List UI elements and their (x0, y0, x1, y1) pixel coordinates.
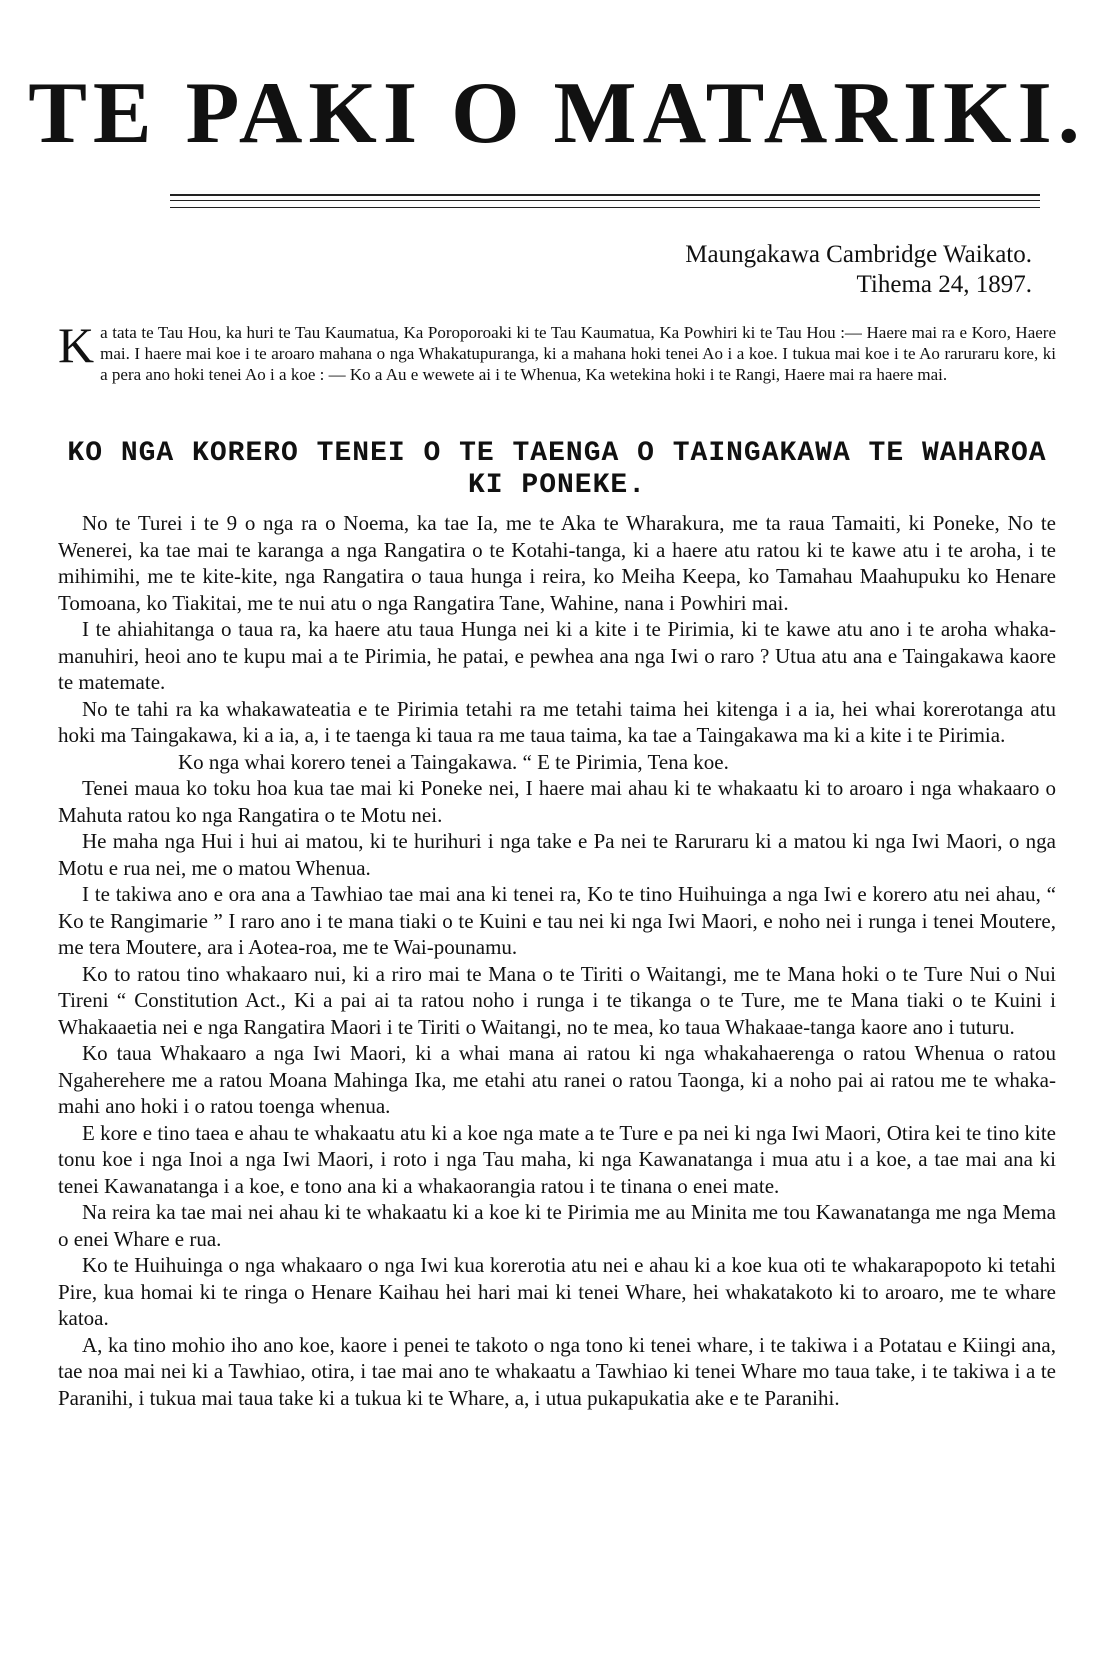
article-paragraph: E kore e tino taea e ahau te whakaatu atu ki a koe nga mate a te Ture e pa nei ki nga Iwi Maori, Otira kei te tino kite tonu koe i nga Inoi a nga Iwi Maori, i roto i nga Tau maha, ki nga Kawanatanga i mua atu i a koe, a tae mai ana ki tenei Kawanatanga i a koe, e tono ana ki a whakaorangia ratou i te tinana o enei mate. (58, 1120, 1056, 1198)
article-paragraph: I te takiwa ano e ora ana a Tawhiao tae mai ana ki tenei ra, Ko te tino Huihuinga a nga Iwi e korero atu nei ahau, “ Ko te Rangimarie ” I raro ano i te mana tiaki o te Kuini e tau nei ki nga Iwi Maori, e noho nei i runga i tenei Moutere, me tera Moutere, ara i Aotea-roa, me te Wai-pounamu. (58, 882, 1056, 959)
article-paragraph: He maha nga Hui i hui ai matou, ki te hurihuri i nga take e Pa nei te Raruraru ki a matou ki nga Iwi Maori, o nga Motu e rua nei, me o matou Whenua. (58, 829, 1056, 880)
greeting-text: a tata te Tau Hou, ka huri te Tau Kaumatua, Ka Poroporoaki ki te Tau Kaumatua, Ka Powhiri ki te Tau Hou :— Haere mai ra e Koro, Haere mai. I haere mai koe i te aroaro mahana o nga Whakatupuranga, ki a mahana hoki tenei Ao i a koe. I tukua mai koe i te Ao raruraru kore, ki a pera ano hoki tenei Ao i a koe : — Ko a Au e wewete ai i te Whenua, Ka wetekina hoki i te Rangi, Haere mai ra haere mai. (100, 323, 1056, 384)
article-headline: KO NGA KORERO TENEI O TE TAENGA O TAINGAKAWA TE WAHAROA KI PONEKE. (67, 438, 1047, 501)
article-paragraph: No te Turei i te 9 o nga ra o Noema, ka tae Ia, me te Aka te Wharakura, me ta raua Tamaiti, ki Poneke, No te Wenerei, ka tae mai te karanga a nga Rangatira o te Kotahi-tanga, ki a haere atu ratou ki te kawe atu i te aroha, i te mihimihi, me te kite-kite, nga Rangatira o taua hunga i reira, ko Meiha Keepa, ko Tamahau Maahupuku ko Henare Tomoana, ko Tiakitai, me te nui atu o nga Rangatira Tane, Wahine, nana i Powhiri mai. (58, 511, 1056, 615)
article-paragraph: Na reira ka tae mai nei ahau ki te whakaatu ki a koe ki te Pirimia me au Minita me tou Kawanatanga me nga Mema o enei Whare e rua. (58, 1200, 1056, 1251)
dateline (685, 240, 1032, 300)
article-paragraph: Ko to ratou tino whakaaro nui, ki a riro mai te Mana o te Tiriti o Waitangi, me te Mana hoki o te Ture Nui o Nui Tireni “ Constitution Act., Ki a pai ai ta ratou noho i runga i te tikanga o te Ture, me te Mana tiaki o te Kuini i Whakaaetia nei e nga Rangatira Maori i te Tiriti o Waitangi, no te mea, ko taua Whakaae-tanga kaore ano i tuturu. (58, 961, 1056, 1039)
masthead-title: TE PAKI O MATARIKI. (28, 65, 1086, 162)
dateline-place: Maungakawa Cambridge Waikato. (685, 241, 1032, 268)
masthead-rule (170, 194, 1040, 196)
article-body (58, 510, 1056, 1411)
article-paragraph: A, ka tino mohio iho ano koe, kaore i penei te takoto o nga tono ki tenei whare, i te takiwa i a Potatau e Kiingi ana, tae noa mai nei ki a Tawhiao, otira, i tae mai ano te whakaatu a Tawhiao ki tenei Whare mo taua take, i te takiwa i a te Paranihi, i tukua mai taua take ki a tukua ki te Whare, a, i utua pukapukatia ake e te Paranihi. (58, 1332, 1056, 1410)
article-paragraph: I te ahiahitanga o taua ra, ka haere atu taua Hunga nei ki a kite i te Pirimia, ki te kawe atu ano i te aroha whaka-manuhiri, heoi ano te kupu mai a te Pirimia, he patai, e pewhea ana nga Iwi o raro ? Utua atu ana e Taingakawa kaore te matemate. (58, 617, 1056, 694)
dateline-date: Tihema 24, 1897. (856, 271, 1032, 298)
new-year-greeting (58, 317, 1056, 385)
article-paragraph: Ko taua Whakaaro a nga Iwi Maori, ki a whai mana ai ratou ki nga whakahaerenga o ratou Whenua o ratou Ngaherehere me a ratou Moana Mahinga Ika, me etahi atu ranei o ratou Taonga, ki a noho pai ai ratou me te whaka-mahi ano hoki i o ratou toenga whenua. (58, 1041, 1056, 1118)
article-paragraph: No te tahi ra ka whakawateatia e te Pirimia tetahi ra me tetahi taima hei kitenga i a ia, hei whai korerotanga atu hoki ma Taingakawa, ki a ia, a, i te taenga ki taua ra me taua taima, ka tae a Taingakawa ma ki a kite i te Pirimia. (58, 696, 1056, 747)
article-paragraph: Ko nga whai korero tenei a Taingakawa. “ E te Pirimia, Tena koe. (178, 749, 729, 774)
article-paragraph: Ko te Huihuinga o nga whakaaro o nga Iwi kua korerotia atu nei e ahau ki a koe kua oti te whakarapopoto ki tetahi Pire, kua homai ki te ringa o Henare Kaihau hei hari mai ki tenei Whare, hei whakatakoto ki to aroaro, me te whare katoa. (58, 1253, 1056, 1330)
article-paragraph: Tenei maua ko toku hoa kua tae mai ki Poneke nei, I haere mai ahau ki te whakaatu ki to aroaro i nga whakaaro o Mahuta ratou ko nga Rangatira o te Motu nei. (58, 776, 1056, 827)
masthead-rule (170, 200, 1040, 201)
drop-cap: K (58, 317, 95, 373)
masthead-rule (170, 207, 1040, 208)
